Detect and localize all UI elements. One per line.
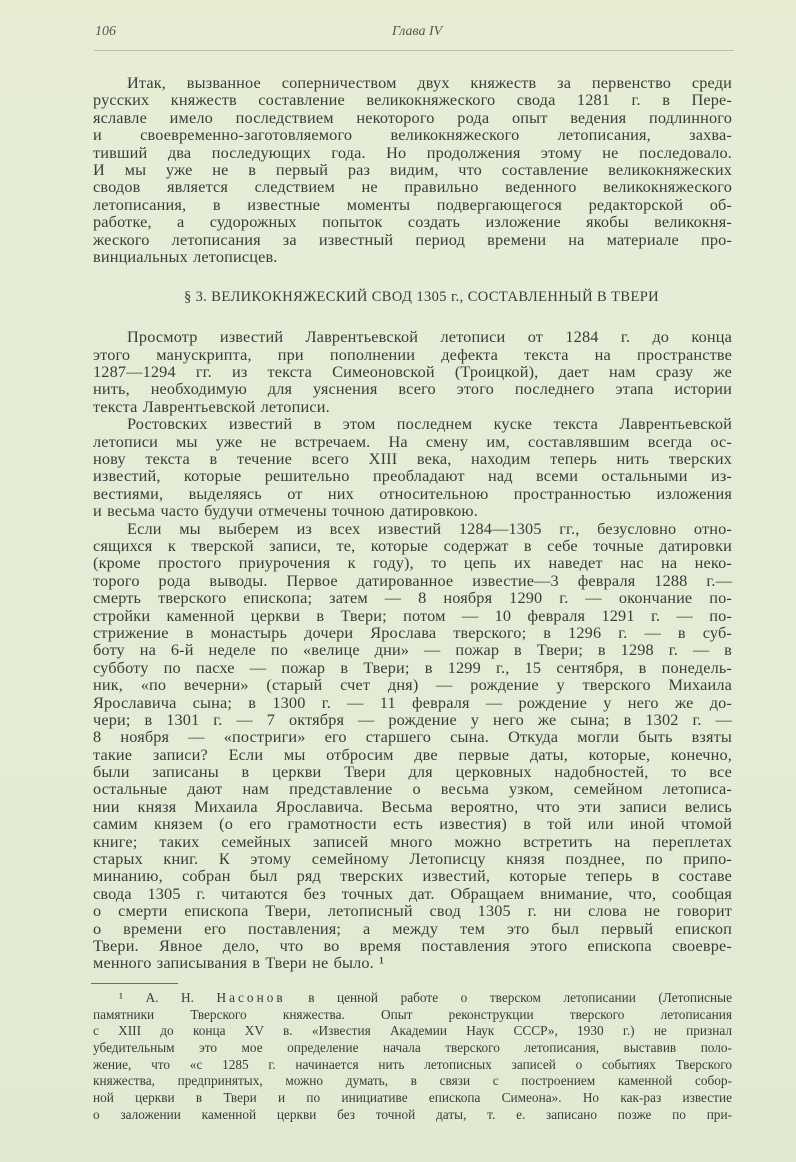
- text-line: летописания, в известные моменты подвергающегося редакторской об-: [93, 194, 732, 214]
- paragraph: [93, 328, 732, 415]
- text-line: этого манускрипта, при пополнении дефекта текста на пространстве: [93, 344, 732, 364]
- footnote-line: княжества, предпринятых, можно думать, в связи с построением каменной собор-: [93, 1073, 732, 1089]
- footnote-line: убедительным это мое определение начала тверского летописания, выставив поло-: [93, 1040, 732, 1056]
- text-line: книге; таких семейных записей много можно встретить на переплетах: [93, 831, 732, 851]
- page-number: 106: [95, 24, 116, 39]
- text-line: летописи мы уже не встречаем. На смену им, составлявшим всегда ос-: [93, 431, 732, 451]
- text-line: известий, которые решительно преобладают над всеми остальными из-: [93, 466, 732, 486]
- text-line: Ростовских известий в этом последнем куске текста Лаврентьевской: [127, 414, 732, 434]
- text-line: смерть тверского епископа; затем — 8 ноября 1290 г. — окончание по-: [93, 588, 732, 608]
- text-line: остальные дают нам представление о весьма узком, семейном летописа-: [93, 779, 732, 799]
- text-line: стрижение в монастырь дочери Ярослава тверского; в 1296 г. — в суб-: [93, 622, 732, 642]
- footnote-line: ной церкви в Твери и по инициативе епископа Симеона». Но как-раз известие: [93, 1090, 732, 1106]
- text-line: были записаны в церкви Твери для церковных надобностей, то все: [93, 762, 732, 782]
- text-line: русских княжеств составление великокняжеского свода 1281 г. в Пере-: [93, 90, 732, 110]
- text-line: старых книг. К этому семейному Летописцу князя позднее, по припо-: [93, 849, 732, 869]
- text-line: вестиями, выделяясь от них относительною пространностью изложения: [93, 483, 732, 503]
- text-line: такие записи? Если мы отбросим две первые даты, которые, конечно,: [93, 744, 732, 764]
- text-line: яславле имело последствием некоторого рода опыт ведения подлинного: [93, 107, 732, 127]
- footnote-line: о заложении каменной церкви без точной даты, т. е. записано позже по при-: [93, 1106, 732, 1122]
- text-line: винциальных летописцев.: [93, 246, 278, 266]
- text-line: работке, а судорожных попыток создать изложение якобы великокня-: [93, 212, 732, 232]
- text-line: боту на 6-й неделе по «велице дни» — пожар в Твери; в 1298 г. — в: [93, 640, 732, 660]
- text-line: и своевременно-заготовляемого великокняжеского летописания, захва-: [93, 125, 732, 145]
- text-line: тивший два последующих года. Но продолжения этому не последовало.: [93, 142, 732, 162]
- text-line: И мы уже не в первый раз видим, что составление великокняжеских: [93, 159, 732, 179]
- text-line: свода 1305 г. читаются без точных дат. Обращаем внимание, что, сообщая: [93, 883, 732, 903]
- footnote-line: [93, 990, 732, 1007]
- paragraphs-before-heading: [93, 74, 732, 265]
- paragraph: [93, 415, 732, 519]
- text-line: стройки каменной церкви в Твери; потом — 10 февраля 1291 г. — по-: [93, 605, 732, 625]
- text-line: нову текста в течение всего XIII века, находим теперь нить тверских: [93, 449, 732, 469]
- footnote-rule: [91, 983, 178, 984]
- text-line: жеского летописания за известный период времени на материале про-: [93, 229, 732, 249]
- text-line: Если мы выберем из всех известий 1284—1305 гг., безусловно отно-: [127, 518, 732, 538]
- text-line: 1287—1294 гг. из текста Симеоновской (Троицкой), дает нам сразу же: [93, 362, 732, 382]
- footnote-line: жение, что «с 1285 г. начинается нить летописных записей о событиях Тверского: [93, 1056, 732, 1072]
- text-line: Просмотр известий Лаврентьевской летописи от 1284 г. до конца: [127, 327, 732, 347]
- text-line: Твери. Явное дело, что во время поставления этого епископа своевре-: [93, 935, 732, 955]
- footnote-author: Насонов: [216, 990, 286, 1005]
- text-line: Ярославича сына; в 1300 г. — 11 февраля — рождение у него же до-: [93, 692, 732, 712]
- text-line: чери; в 1301 г. — 7 октября — рождение у него же сына; в 1302 г. —: [93, 709, 732, 729]
- paragraphs-after-heading: [93, 328, 732, 971]
- footnote-line: памятники Тверского княжества. Опыт реконструкции тверского летописания: [93, 1006, 732, 1022]
- text-line: сводов является следствием не правильно веденного великокняжеского: [93, 177, 732, 197]
- footnote-line: с XIII до конца XV в. «Известия Академии Наук СССР», 1930 г.) не признал: [93, 1023, 732, 1039]
- text-line: сящихся к тверской записи, те, которые содержат в себе точные датировки: [93, 535, 732, 555]
- footnote-marker: ¹: [119, 990, 123, 1005]
- text-line: текста Лаврентьевской летописи.: [93, 396, 330, 416]
- text-line: и весьма часто будучи отмечены точною датировкою.: [93, 501, 478, 521]
- text-line: 8 ноября — «постриги» его старшего сына. Откуда могли быть взяты: [93, 727, 732, 747]
- text-line: Итак, вызванное соперничеством двух княжеств за первенство среди: [127, 73, 732, 92]
- text-line: нить, необходимую для уяснения всего этого последнего этапа истории: [93, 379, 732, 399]
- text-line: (кроме простого приурочения к году), то цепь их наведет нас на неко-: [93, 553, 732, 573]
- footnote: [93, 990, 732, 1124]
- footnote-text: в ценной работе о тверском летописании (Летописные: [308, 990, 733, 1005]
- text-line: самим князем (о его грамотности есть известия) в той или иной чтомой: [93, 814, 732, 834]
- text-line: торого рода выводы. Первое датированное известие—3 февраля 1288 г.—: [93, 570, 732, 590]
- text-line: нии князя Михаила Ярославича. Весьма вероятно, что эти записи велись: [93, 796, 732, 816]
- section-heading: § 3. ВЕЛИКОКНЯЖЕСКИЙ СВОД 1305 г., СОСТАВЛЕННЫЙ В ТВЕРИ: [183, 289, 660, 306]
- header-rule: [94, 50, 734, 51]
- footnote-initials: А. Н.: [145, 990, 194, 1005]
- text-line: менного записывания в Твери не было. ¹: [93, 953, 385, 973]
- paragraph: [93, 74, 732, 265]
- text-line: минанию, собран был ряд тверских известий, которые теперь в составе: [93, 866, 732, 886]
- main-text: [93, 74, 732, 972]
- text-line: субботу по пасхе — пожар в Твери; в 1299 г., 15 сентября, в понедель-: [93, 657, 732, 677]
- text-line: о времени его поставления; а между тем это был первый епископ: [93, 918, 732, 938]
- text-line: о смерти епископа Твери, летописный свод 1305 г. ни слова не говорит: [93, 901, 732, 921]
- text-line: ник, «по вечерни» (старый счет дня) — рождение у тверского Михаила: [93, 675, 732, 695]
- running-head-chapter: Глава IV: [392, 24, 443, 39]
- paragraph: [93, 520, 732, 972]
